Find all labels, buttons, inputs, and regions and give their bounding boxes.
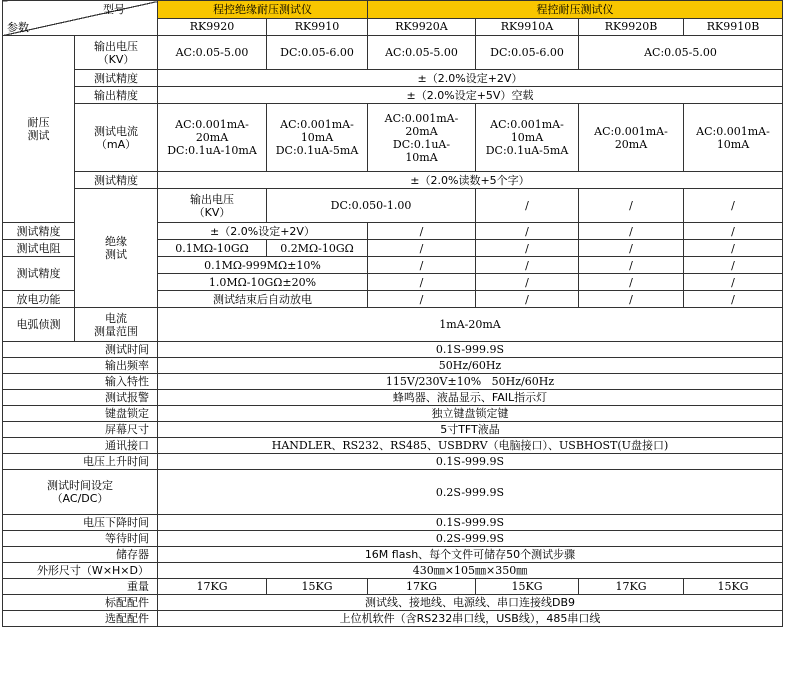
row-label: 测试精度: [75, 172, 158, 189]
model-cell: RK9920: [158, 18, 267, 36]
group-withstand: 程控耐压测试仪: [368, 1, 783, 19]
value-cell: 测试线、接地线、电源线、串口连接线DB9: [158, 595, 783, 611]
param-label: 参数: [7, 21, 29, 34]
row-label: 测试电流 （mA）: [75, 104, 158, 172]
na-cell: /: [476, 274, 579, 291]
value-cell: AC:0.05-5.00: [579, 36, 783, 70]
na-cell: /: [368, 257, 476, 274]
na-cell: /: [368, 274, 476, 291]
row-label: 输入特性: [3, 374, 158, 390]
section-insulation: 绝缘测试: [75, 189, 158, 308]
row-withstand-output-accuracy: [3, 87, 783, 104]
row-label: 测试时间设定 （AC/DC）: [3, 470, 158, 515]
value-cell: AC:0.001mA- 20mA DC:0.1uA- 10mA: [368, 104, 476, 172]
value-cell: 0.1S-999.9S: [158, 342, 783, 358]
na-cell: /: [476, 257, 579, 274]
row-spec: [3, 406, 783, 422]
row-test-time-set: [3, 470, 783, 515]
weight-cell: 15KG: [684, 579, 783, 595]
value-cell: 0.1S-999.9S: [158, 454, 783, 470]
row-spec: [3, 358, 783, 374]
na-cell: /: [684, 189, 783, 223]
row-spec: [3, 342, 783, 358]
row-withstand-test-current: [3, 104, 783, 172]
na-cell: /: [368, 291, 476, 308]
group-insulation-withstand: 程控绝缘耐压测试仪: [158, 1, 368, 19]
row-label: 键盘锁定: [3, 406, 158, 422]
row-withstand-output-voltage: [3, 36, 783, 70]
row-label: 重量: [3, 579, 158, 595]
weight-cell: 15KG: [267, 579, 368, 595]
row-label: 电流 测量范围: [75, 308, 158, 342]
row-spec: [3, 547, 783, 563]
row-label: 输出频率: [3, 358, 158, 374]
row-label: 输出精度: [75, 87, 158, 104]
value-cell: 上位机软件（含RS232串口线，USB线），485串口线: [158, 611, 783, 627]
row-label: 测试精度: [3, 223, 75, 240]
model-param-corner: [3, 1, 158, 36]
model-cell: RK9910B: [684, 18, 783, 36]
row-spec: [3, 515, 783, 531]
value-cell: 1.0MΩ-10GΩ±20%: [158, 274, 368, 291]
value-cell: ±（2.0%设定+2V）: [158, 223, 368, 240]
na-cell: /: [368, 223, 476, 240]
value-cell: 1mA-20mA: [158, 308, 783, 342]
model-cell: RK9920B: [579, 18, 684, 36]
value-cell: 0.1S-999.9S: [158, 515, 783, 531]
row-label: 测试精度: [3, 257, 75, 291]
value-cell: AC:0.05-5.00: [368, 36, 476, 70]
value-cell: HANDLER、RS232、RS485、USBDRV（电脑接口）、USBHOST(U盘接口): [158, 438, 783, 454]
value-cell: DC:0.050-1.00: [267, 189, 476, 223]
na-cell: /: [684, 257, 783, 274]
row-label: 测试精度: [75, 70, 158, 87]
row-insulation-output-voltage: [3, 189, 783, 223]
row-withstand-test-accuracy: [3, 70, 783, 87]
value-cell: 独立键盘锁定键: [158, 406, 783, 422]
weight-cell: 15KG: [476, 579, 579, 595]
na-cell: /: [579, 274, 684, 291]
row-spec: [3, 531, 783, 547]
row-label: 选配配件: [3, 611, 158, 627]
value-cell: 0.1MΩ-10GΩ: [158, 240, 267, 257]
value-cell: 0.2S-999.9S: [158, 470, 783, 515]
value-cell: AC:0.001mA- 20mA DC:0.1uA-10mA: [158, 104, 267, 172]
row-label: 输出电压 （KV）: [75, 36, 158, 70]
row-standard-accessories: [3, 595, 783, 611]
model-cell: RK9920A: [368, 18, 476, 36]
na-cell: /: [579, 291, 684, 308]
na-cell: /: [684, 274, 783, 291]
na-cell: /: [476, 291, 579, 308]
header-row-groups: [3, 1, 783, 19]
row-arc-detection: [3, 308, 783, 342]
model-label: 型号: [103, 3, 125, 16]
spec-table: [2, 0, 783, 627]
row-label: 外形尺寸（W×H×D）: [3, 563, 158, 579]
value-cell: AC:0.001mA- 10mA: [684, 104, 783, 172]
row-label: 等待时间: [3, 531, 158, 547]
value-cell: 50Hz/60Hz: [158, 358, 783, 374]
value-cell: 0.2MΩ-10GΩ: [267, 240, 368, 257]
na-cell: /: [368, 240, 476, 257]
value-cell: 115V/230V±10% 50Hz/60Hz: [158, 374, 783, 390]
value-cell: ±（2.0%设定+5V）空载: [158, 87, 783, 104]
weight-cell: 17KG: [158, 579, 267, 595]
na-cell: /: [579, 189, 684, 223]
value-cell: AC:0.05-5.00: [158, 36, 267, 70]
value-cell: AC:0.001mA- 10mA DC:0.1uA-5mA: [476, 104, 579, 172]
row-label: 测试电阻: [3, 240, 75, 257]
model-cell: RK9910: [267, 18, 368, 36]
row-spec: [3, 563, 783, 579]
na-cell: /: [476, 189, 579, 223]
na-cell: /: [684, 240, 783, 257]
row-spec: [3, 390, 783, 406]
row-spec: [3, 454, 783, 470]
row-label: 标配配件: [3, 595, 158, 611]
row-withstand-current-accuracy: [3, 172, 783, 189]
row-label: 电压下降时间: [3, 515, 158, 531]
model-cell: RK9910A: [476, 18, 579, 36]
value-cell: DC:0.05-6.00: [476, 36, 579, 70]
row-optional-accessories: [3, 611, 783, 627]
na-cell: /: [579, 240, 684, 257]
row-label: 通讯接口: [3, 438, 158, 454]
value-cell: AC:0.001mA- 10mA DC:0.1uA-5mA: [267, 104, 368, 172]
na-cell: /: [579, 257, 684, 274]
row-label: 测试时间: [3, 342, 158, 358]
value-cell: ±（2.0%设定+2V）: [158, 70, 783, 87]
value-cell: 蜂鸣器、液晶显示、FAIL指示灯: [158, 390, 783, 406]
row-label: 屏幕尺寸: [3, 422, 158, 438]
value-cell: 0.1MΩ-999MΩ±10%: [158, 257, 368, 274]
na-cell: /: [579, 223, 684, 240]
row-label: 放电功能: [3, 291, 75, 308]
na-cell: /: [684, 223, 783, 240]
row-spec: [3, 438, 783, 454]
value-cell: AC:0.001mA- 20mA: [579, 104, 684, 172]
section-withstand: 耐压测试: [3, 36, 75, 223]
row-label: 测试报警: [3, 390, 158, 406]
weight-cell: 17KG: [368, 579, 476, 595]
value-cell: 16M flash、每个文件可储存50个测试步骤: [158, 547, 783, 563]
na-cell: /: [684, 291, 783, 308]
row-label: 输出电压 （KV）: [158, 189, 267, 223]
value-cell: 5寸TFT液晶: [158, 422, 783, 438]
row-weight: [3, 579, 783, 595]
value-cell: ±（2.0%读数+5个字）: [158, 172, 783, 189]
row-label: 储存器: [3, 547, 158, 563]
row-spec: [3, 422, 783, 438]
weight-cell: 17KG: [579, 579, 684, 595]
value-cell: 0.2S-999.9S: [158, 531, 783, 547]
row-label: 电压上升时间: [3, 454, 158, 470]
value-cell: DC:0.05-6.00: [267, 36, 368, 70]
value-cell: 430㎜×105㎜×350㎜: [158, 563, 783, 579]
na-cell: /: [476, 223, 579, 240]
na-cell: /: [476, 240, 579, 257]
arc-label: 电弧侦测: [3, 308, 75, 342]
row-spec: [3, 374, 783, 390]
value-cell: 测试结束后自动放电: [158, 291, 368, 308]
